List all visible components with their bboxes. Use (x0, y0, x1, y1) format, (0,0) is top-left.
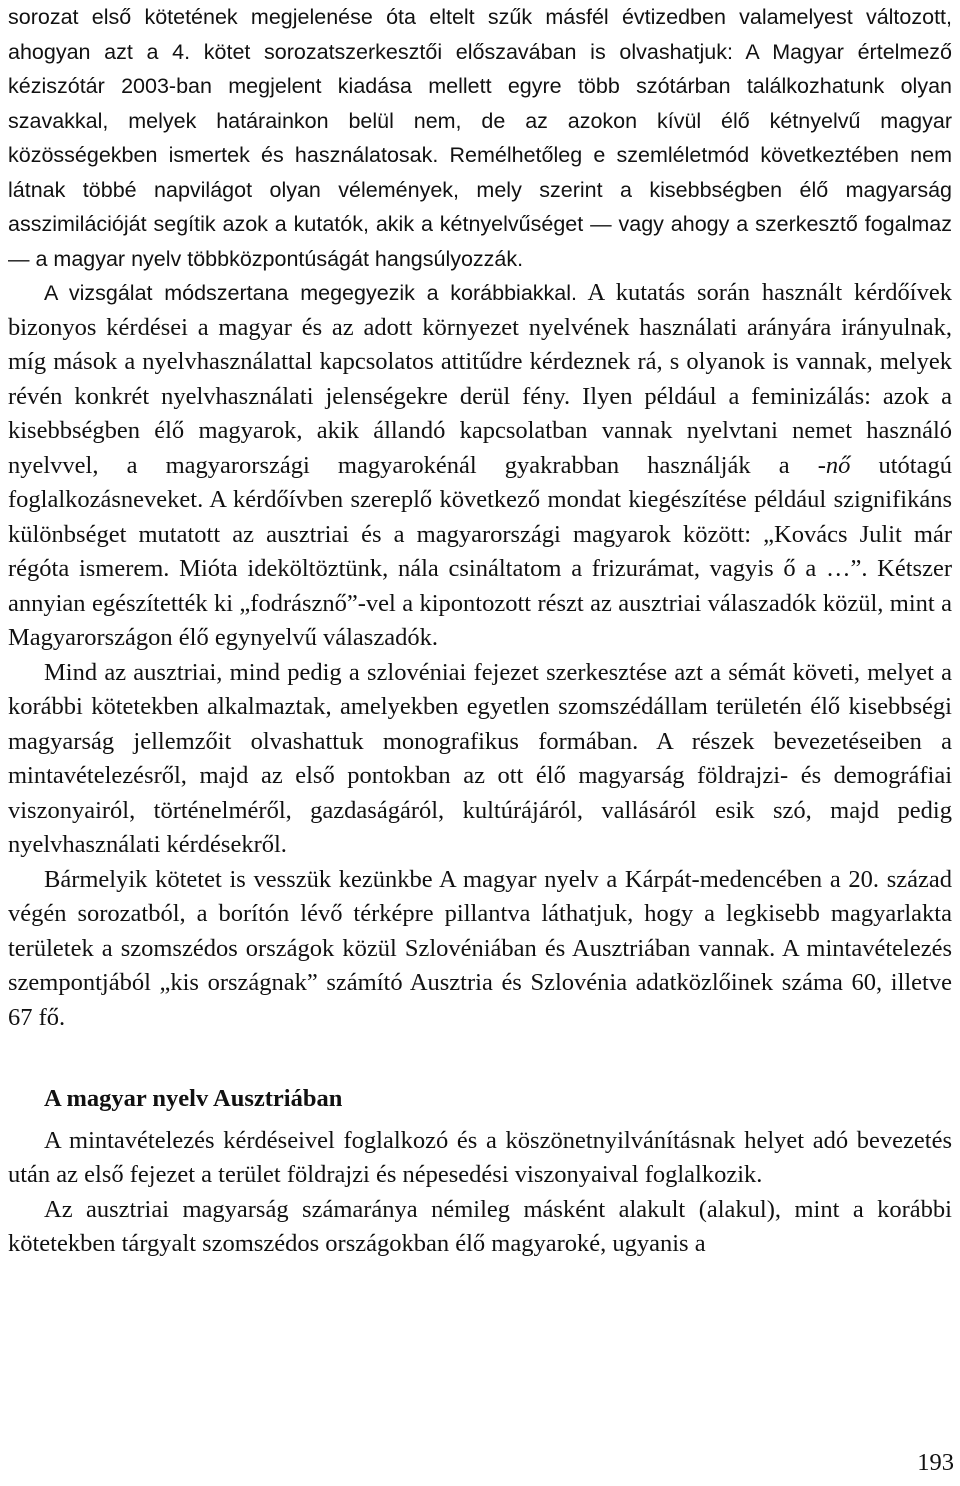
methodology-text-2: utótagú foglalkozásneveket. A kérdőívben szereplő következő mondat kiegészítése például szignifikáns különbséget mutatott az ausztriai és a magyarországi magyarok között: „Kovács Julit már régóta ismerem. Mióta ideköltöztünk, nála csináltatom a frizurámat, vagyis ő a …”. Kétszer annyian egészítették ki „fodrásznő”-vel a kipontozott részt az ausztriai válaszadók közül, mint a Magyarországon élő egynyelvű válaszadók. (8, 451, 952, 651)
paragraph-methodology (8, 276, 952, 656)
methodology-text-1: A kutatás során használt kérdőívek bizonyos kérdései a magyar és az adott környezet nyelvének használati arányára irányulnak, míg mások a nyelvhasználattal kapcsolatos attitűdre kérdeznek rá, s olyanok is vannak, melyek révén konkrét nyelvhasználati jelenségekre derül fény. Ilyen például a feminizálás: azok a kisebbségben élő magyarok, akik állandó kapcsolatban vannak nyelvtani nemet használó nyelvvel, a magyarországi magyarokénál gyakrabban használják a (8, 279, 952, 479)
paragraph-sampling: Bármelyik kötetet is vesszük kezünkbe A magyar nyelv a Kárpát-medencében a 20. század végén sorozatból, a borítón lévő térképre pillantva láthatjuk, hogy a legkisebb magyarlakta területek a szomszédos országok közül Szlovéniában és Ausztriában vannak. A mintavételezés szempontjából „kis országnak” számító Ausztria és Szlovénia adatközlőinek száma 60, illetve 67 fő. (8, 865, 952, 1031)
document-page (8, 0, 952, 1262)
paragraph-section-intro: A mintavételezés kérdéseivel foglalkozó és a köszönetnyilvánításnak helyet adó bevezetés után az első fejezet a terület földrajzi és népesedési viszonyaival foglalkozik. (8, 1126, 952, 1188)
suffix-example: -nő (817, 451, 851, 479)
paragraph-population: Az ausztriai magyarság számaránya némileg másként alakult (alakul), mint a korábbi kötetekben tárgyalt szomszédos országokban élő magyaroké, ugyanis a (8, 1195, 952, 1257)
methodology-lead-sentence: A vizsgálat módszertana megegyezik a korábbiakkal. (44, 281, 577, 305)
paragraph-intro: sorozat első kötetének megjelenése óta eltelt szűk másfél évtizedben valamelyest változott, ahogyan azt a 4. kötet sorozatszerkesztői előszavában is olvashatjuk: A Magyar értelmező kéziszótár 2003-ban megjelent kiadása mellett egyre több szótárban találkozhatunk olyan szavakkal, melyek határainkon belül nem, de az azokon kívül élő kétnyelvű magyar közösségekben ismertek és használatosak. Remélhetőleg e szemléletmód következtében nem látnak többé napvilágot olyan vélemények, mely szerint a kisebbségben élő magyarság asszimilációját segítik azok a kutatók, akik a kétnyelvűséget — vagy ahogy a szerkesztő fogalmaz — a magyar nyelv többközpontúságát hangsúlyozzák. (8, 5, 952, 271)
page-number: 193 (917, 1449, 954, 1476)
section-heading: A magyar nyelv Ausztriában (44, 1085, 343, 1112)
paragraph-chapter-structure: Mind az ausztriai, mind pedig a szlovéniai fejezet szerkesztése azt a sémát követi, melyet a korábbi kötetekben alkalmaztak, amelyekben egyetlen szomszédállam területén élő kisebbségi magyarság jellemzőit olvashattuk monografikus formában. A részek bevezetéseiben a mintavételezésről, majd az első pontokban az ott élő magyarság földrajzi- és demográfiai viszonyairól, történelméről, gazdaságáról, kultúrájáról, vallásáról esik szó, majd pedig nyelvhasználati kérdésekről. (8, 658, 952, 858)
